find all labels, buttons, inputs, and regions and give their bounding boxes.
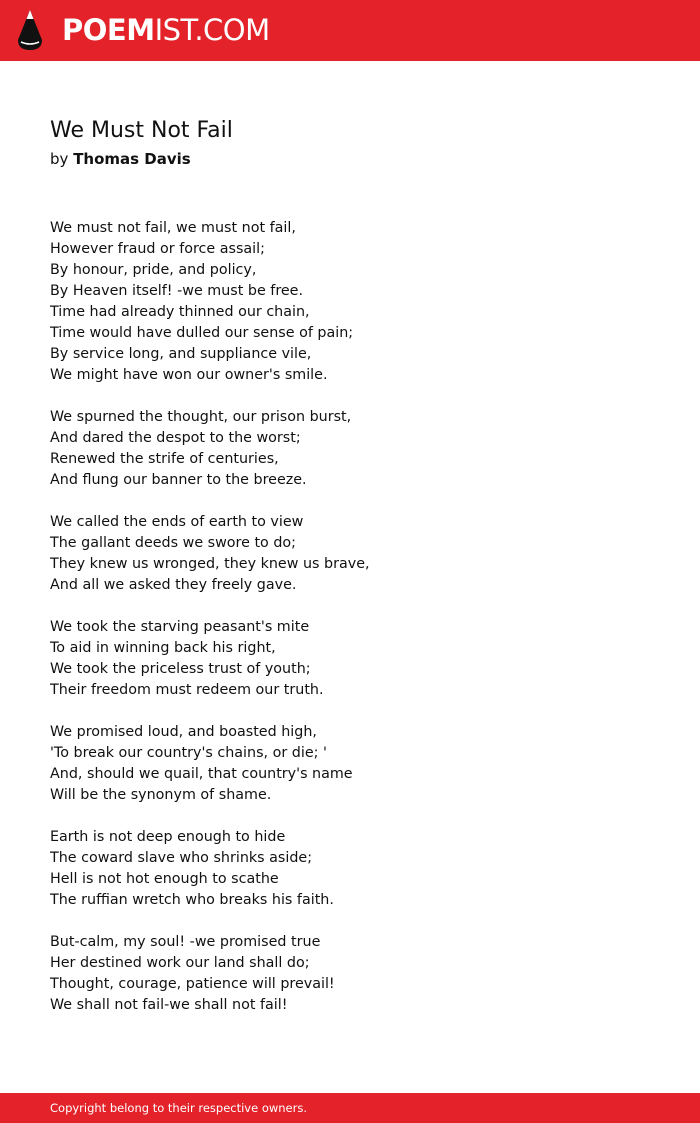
poem-line: However fraud or force assail; <box>50 241 265 257</box>
poem-line: Her destined work our land shall do; <box>50 955 310 971</box>
poem-line: Time had already thinned our chain, <box>50 304 310 320</box>
poem-line: The ruffian wretch who breaks his faith. <box>50 892 334 908</box>
poem-stanza <box>50 722 650 806</box>
poem-line: The gallant deeds we swore to do; <box>50 535 296 551</box>
poem-line: We took the starving peasant's mite <box>50 619 310 635</box>
poem-line: And all we asked they freely gave. <box>50 577 297 593</box>
poem-line: We took the priceless trust of youth; <box>50 661 311 677</box>
site-footer <box>0 1093 700 1123</box>
logo-bold-text: POEM <box>62 13 155 47</box>
poem-line: We might have won our owner's smile. <box>50 367 328 383</box>
site-header <box>0 0 700 61</box>
poem-line: Time would have dulled our sense of pain; <box>50 325 354 341</box>
poem-line: By honour, pride, and policy, <box>50 262 257 278</box>
poem-byline <box>50 148 191 170</box>
poem-line: Renewed the strife of centuries, <box>50 451 279 467</box>
poem-line: We must not fail, we must not fail, <box>50 220 296 236</box>
pencil-tip-icon[interactable] <box>17 9 43 51</box>
poem-line: Hell is not hot enough to scathe <box>50 871 279 887</box>
poem-line: By service long, and suppliance vile, <box>50 346 312 362</box>
poem-line: The coward slave who shrinks aside; <box>50 850 313 866</box>
poem-line: And flung our banner to the breeze. <box>50 472 307 488</box>
poem-line: We promised loud, and boasted high, <box>50 724 317 740</box>
poem-stanza <box>50 617 650 701</box>
poem-line: They knew us wronged, they knew us brave, <box>50 556 370 572</box>
copyright-notice: Copyright belong to their respective owners. <box>50 1101 308 1115</box>
poem-stanza <box>50 512 650 596</box>
poem-author: Thomas Davis <box>73 150 191 168</box>
byline-prefix: by <box>50 150 69 168</box>
poem-body <box>50 218 650 1037</box>
poem-line: Earth is not deep enough to hide <box>50 829 286 845</box>
logo-light-text: IST.COM <box>154 13 270 47</box>
poem-line: 'To break our country's chains, or die; ' <box>50 745 327 761</box>
poem-line: And, should we quail, that country's name <box>50 766 353 782</box>
poem-line: But-calm, my soul! -we promised true <box>50 934 321 950</box>
poem-line: By Heaven itself! -we must be free. <box>50 283 304 299</box>
poem-stanza <box>50 827 650 911</box>
poem-line: Thought, courage, patience will prevail! <box>50 976 335 992</box>
poem-stanza <box>50 932 650 1016</box>
site-logo[interactable] <box>62 12 270 48</box>
poem-line: Will be the synonym of shame. <box>50 787 272 803</box>
poem-line: To aid in winning back his right, <box>50 640 276 656</box>
poem-line: We spurned the thought, our prison burst, <box>50 409 352 425</box>
poem-line: And dared the despot to the worst; <box>50 430 301 446</box>
poem-line: We called the ends of earth to view <box>50 514 304 530</box>
poem-stanza <box>50 407 650 491</box>
poem-stanza <box>50 218 650 386</box>
poem-title: We Must Not Fail <box>50 118 233 143</box>
poem-line: We shall not fail-we shall not fail! <box>50 997 288 1013</box>
poem-line: Their freedom must redeem our truth. <box>50 682 324 698</box>
